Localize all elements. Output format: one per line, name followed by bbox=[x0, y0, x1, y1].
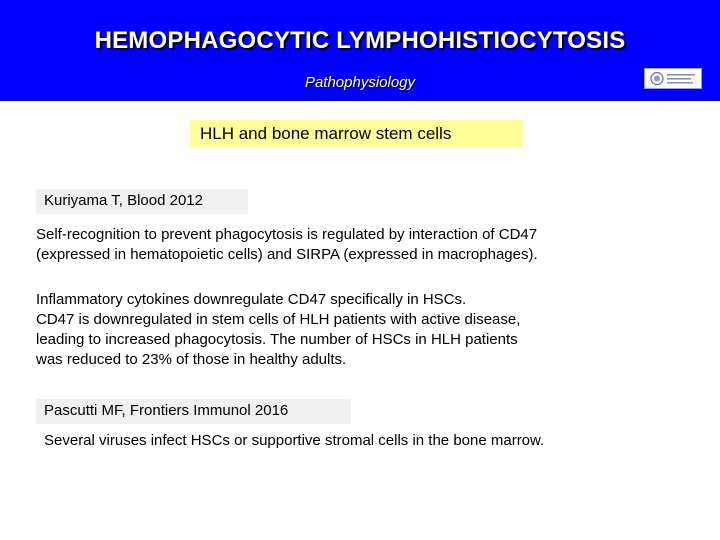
paragraph-viruses bbox=[44, 431, 544, 451]
slide-title: HEMOPHAGOCYTIC LYMPHOHISTIOCYTOSIS bbox=[94, 27, 626, 54]
paragraph-line: Several viruses infect HSCs or supportive stromal cells in the bone marrow. bbox=[44, 432, 545, 449]
citation-badge: Kuriyama T, Blood 2012 bbox=[36, 189, 248, 214]
paragraph-line: CD47 is downregulated in stem cells of HLH patients with active disease, bbox=[36, 311, 521, 328]
paragraph-line: (expressed in hematopoietic cells) and SIRPA (expressed in macrophages). bbox=[36, 246, 538, 263]
paragraph-cd47-downregulation bbox=[36, 290, 520, 370]
citation-badge: Pascutti MF, Frontiers Immunol 2016 bbox=[36, 399, 351, 424]
paragraph-line: Self-recognition to prevent phagocytosis is regulated by interaction of CD47 bbox=[36, 226, 538, 243]
institution-logo-icon bbox=[644, 68, 702, 89]
slide-subtitle: Pathophysiology bbox=[304, 74, 416, 91]
paragraph-line: Inflammatory cytokines downregulate CD47 specifically in HSCs. bbox=[36, 291, 467, 308]
paragraph-line: leading to increased phagocytosis. The number of HSCs in HLH patients bbox=[36, 331, 518, 348]
paragraph-self-recognition bbox=[36, 225, 538, 265]
section-heading: HLH and bone marrow stem cells bbox=[190, 120, 523, 148]
paragraph-line: was reduced to 23% of those in healthy adults. bbox=[36, 351, 347, 368]
header-bar bbox=[0, 0, 720, 101]
